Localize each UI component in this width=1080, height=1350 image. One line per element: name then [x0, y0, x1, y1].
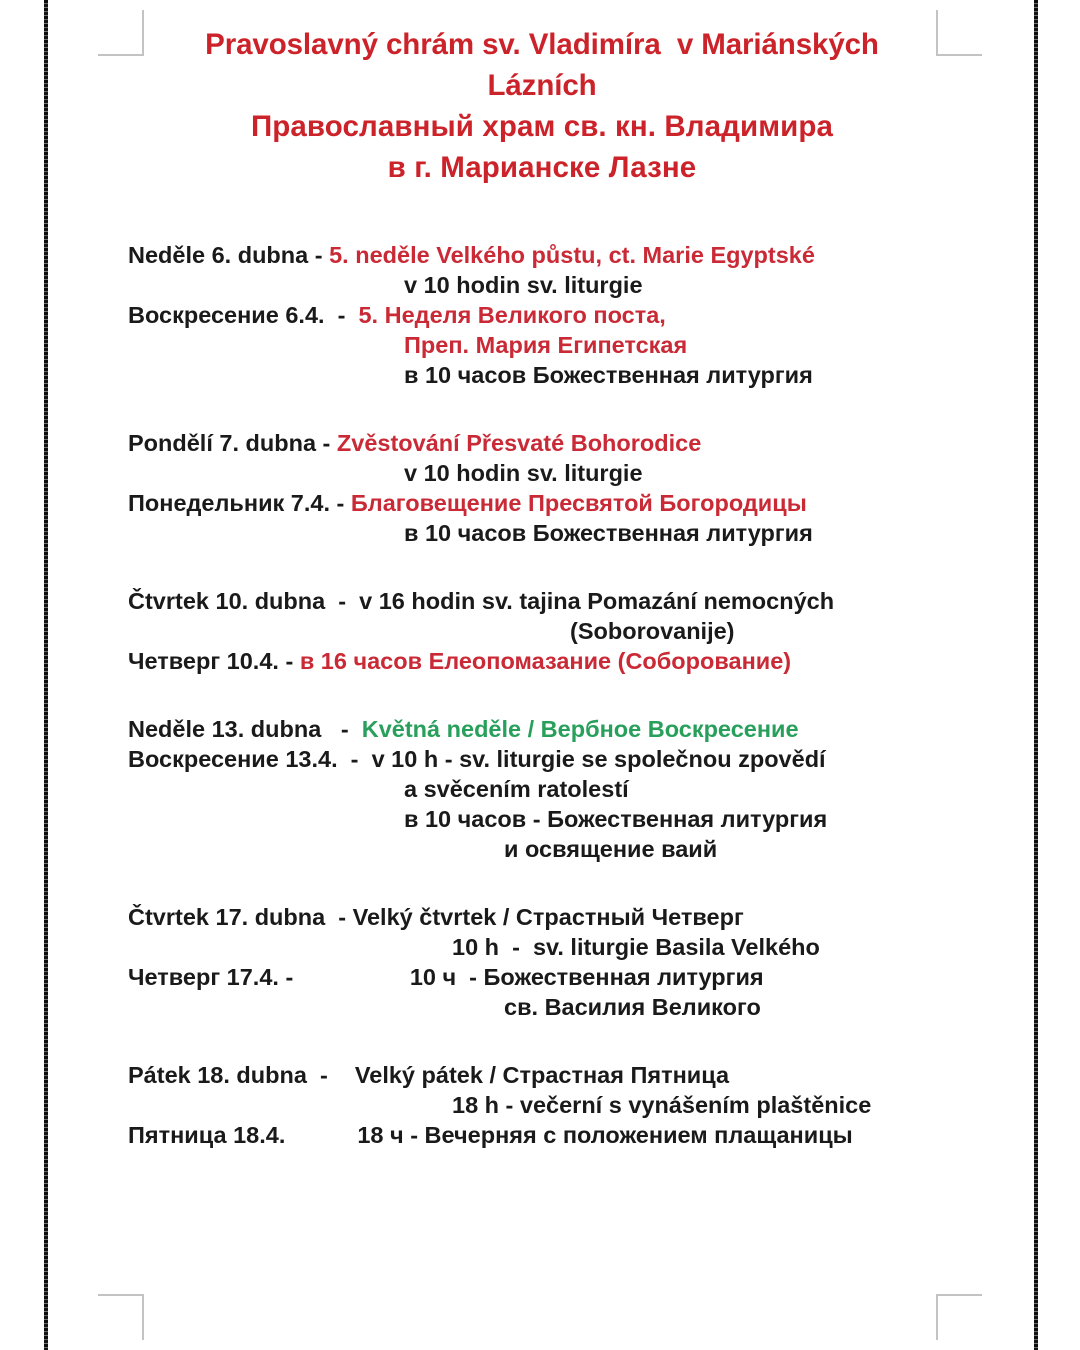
- entry-service-ru-cont: св. Василия Великого: [504, 994, 761, 1020]
- entry-feast-ru: Благовещение Пресвятой Богородицы: [350, 490, 807, 516]
- entry-service-ru-cont: и освящение ваий: [504, 836, 718, 862]
- entry-date-ru: Воскресение 13.4. -: [128, 746, 372, 772]
- schedule-entry-monday-7-april: [52, 428, 1032, 548]
- entry-feast-bilingual: Velký pátek / Страстная Пятница: [354, 1062, 730, 1088]
- entry-service-ru: 18 ч - Вечерняя с положением плащаницы: [357, 1122, 853, 1148]
- schedule-line: [52, 646, 1032, 676]
- entry-service-ru: в 16 часов Елеопомазание (Соборование): [299, 648, 792, 674]
- schedule-line: [52, 586, 1032, 616]
- title-line-1: Pravoslavný chrám sv. Vladimíra v Mariánských: [205, 28, 879, 61]
- schedule-line: [52, 360, 1032, 390]
- entry-date-ru: Понедельник 7.4. -: [128, 490, 351, 516]
- entry-service-cs: 10 h - sv. liturgie Basila Velkého: [452, 934, 820, 960]
- schedule-line: [52, 1120, 1032, 1150]
- schedule-line: [52, 616, 1032, 646]
- schedule-line: [52, 518, 1032, 548]
- entry-date-cs: Pondělí 7. dubna -: [128, 430, 337, 456]
- entry-date-ru: Пятница 18.4.: [128, 1122, 286, 1148]
- entry-service-cs: v 16 hodin sv. tajina Pomazání nemocných: [359, 588, 835, 614]
- schedule-line: [52, 300, 1032, 330]
- schedule-line: [52, 804, 1032, 834]
- entry-date-cs: Pátek 18. dubna -: [128, 1062, 341, 1088]
- entry-time-cs: v 10 hodin sv. liturgie: [404, 460, 643, 486]
- schedule-entry-sunday-13-april: [52, 714, 1032, 864]
- entry-service-cs-cont: a svěcením ratolestí: [404, 776, 629, 802]
- entry-date-ru: Воскресение 6.4. -: [128, 302, 359, 328]
- entry-date-cs: Čtvrtek 17. dubna -: [128, 904, 353, 930]
- entry-service-cs: 18 h - večerní s vynášením plaštěnice: [452, 1092, 872, 1118]
- entry-feast-bilingual: Květná neděle / Вербное Воскресение: [361, 716, 799, 742]
- schedule-entry-friday-18-april: [52, 1060, 1032, 1150]
- entry-time-ru: в 10 часов Божественная литургия: [404, 520, 813, 546]
- entry-feast-bilingual: Velký čtvrtek / Страстный Четверг: [352, 904, 744, 930]
- page-edge-line-right: [1034, 0, 1038, 1350]
- entry-time-ru: в 10 часов Божественная литургия: [404, 362, 813, 388]
- schedule-line: [52, 744, 1032, 774]
- service-schedule: [52, 240, 1032, 1150]
- schedule-line: [52, 834, 1032, 864]
- title-line-4: в г. Марианске Лазне: [387, 151, 697, 184]
- entry-service-cs-cont: (Soborovanije): [570, 618, 735, 644]
- schedule-line: [52, 270, 1032, 300]
- page-edge-line-left: [44, 0, 48, 1350]
- entry-feast-ru-cont: Преп. Мария Египетская: [404, 332, 688, 358]
- entry-date-ru: Четверг 10.4. -: [128, 648, 300, 674]
- entry-date-cs: Čtvrtek 10. dubna -: [128, 588, 360, 614]
- schedule-line: [52, 458, 1032, 488]
- schedule-line: [52, 488, 1032, 518]
- schedule-line: [52, 992, 1032, 1022]
- schedule-line: [52, 902, 1032, 932]
- entry-service-ru: в 10 часов - Божественная литургия: [404, 806, 828, 832]
- entry-date-ru: Четверг 17.4. -: [128, 964, 300, 990]
- schedule-line: [52, 932, 1032, 962]
- schedule-entry-thursday-17-april: [52, 902, 1032, 1022]
- entry-date-cs: Neděle 13. dubna -: [128, 716, 362, 742]
- page-title: [52, 0, 1032, 188]
- entry-service-cs: v 10 h - sv. liturgie se společnou zpovědí: [371, 746, 826, 772]
- schedule-line: [52, 714, 1032, 744]
- entry-feast-cs: 5. neděle Velkého půstu, ct. Marie Egyptské: [329, 242, 815, 268]
- document-content: [52, 0, 1032, 1350]
- schedule-line: [52, 1060, 1032, 1090]
- schedule-entry-sunday-6-april: [52, 240, 1032, 390]
- entry-time-cs: v 10 hodin sv. liturgie: [404, 272, 643, 298]
- schedule-line: [52, 240, 1032, 270]
- title-line-3: Православный храм св. кн. Владимира: [251, 110, 833, 143]
- schedule-line: [52, 428, 1032, 458]
- title-line-2: Lázních: [487, 69, 597, 102]
- entry-service-ru: 10 ч - Божественная литургия: [409, 964, 764, 990]
- schedule-line: [52, 1090, 1032, 1120]
- entry-feast-cs: Zvěstování Přesvaté Bohorodice: [336, 430, 702, 456]
- schedule-line: [52, 962, 1032, 992]
- schedule-line: [52, 774, 1032, 804]
- entry-feast-ru: 5. Неделя Великого поста,: [358, 302, 666, 328]
- schedule-line: [52, 330, 1032, 360]
- entry-date-cs: Neděle 6. dubna -: [128, 242, 330, 268]
- schedule-entry-thursday-10-april: [52, 586, 1032, 676]
